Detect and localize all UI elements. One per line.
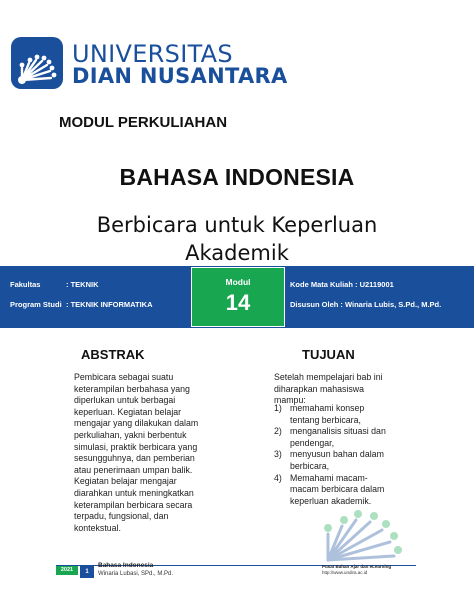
university-name-line2: DIAN NUSANTARA	[72, 64, 288, 88]
objective-line: Memahami macam-	[290, 472, 368, 483]
abstract-line: mengajar yang dilakukan dalam	[74, 418, 199, 429]
objectives-intro-line: mampu:	[274, 395, 306, 406]
objective-text	[290, 426, 386, 449]
abstract-line: diarahkan untuk meningkatkan	[74, 487, 194, 498]
objective-line: menyusun bahan dalam	[290, 449, 384, 460]
objectives-intro	[274, 372, 424, 407]
objective-text	[290, 449, 384, 472]
abstract-heading: ABSTRAK	[81, 347, 145, 362]
subtitle-line: Berbicara untuk Keperluan	[96, 213, 378, 237]
abstract-line: keterampilan berbicara secara	[74, 499, 193, 510]
footer-year-badge: 2021	[56, 566, 78, 575]
footer-course: Bahasa Indonesia	[98, 562, 154, 569]
objective-line: menganalisis situasi dan	[290, 426, 386, 437]
university-logo-icon	[10, 36, 64, 90]
footer-page-number: 1	[80, 566, 94, 578]
objective-line: berbicara,	[290, 460, 330, 471]
abstract-text	[74, 372, 244, 534]
abstract-line: keterampilan berbahasa yang	[74, 383, 190, 394]
objectives-intro-line: diharapkan mahasiswa	[274, 383, 364, 394]
objective-item	[274, 403, 424, 426]
module-label: Modul	[225, 277, 251, 287]
objective-text	[290, 403, 364, 426]
abstract-line: perkuliahan, yakni berbentuk	[74, 429, 187, 440]
footer-author: Winaria Lubasi, SPd., M.Pd.	[98, 571, 174, 577]
objective-line: keperluan akademik.	[290, 495, 372, 506]
fakultas-value: : TEKNIK	[66, 280, 99, 289]
prodi-value: : TEKNIK INFORMATIKA	[66, 300, 153, 309]
objective-number: 3)	[274, 449, 282, 460]
course-code: Kode Mata Kuliah : U2119001	[290, 280, 394, 289]
objective-number: 4)	[274, 472, 282, 483]
objective-item	[274, 449, 424, 472]
objective-line: memahami konsep	[290, 403, 365, 413]
module-subtitle	[0, 211, 474, 267]
objectives-heading: TUJUAN	[302, 347, 355, 362]
university-name-line1: UNIVERSITAS	[72, 40, 233, 68]
subtitle-line: Akademik	[185, 241, 289, 265]
objective-number: 1)	[274, 403, 282, 413]
abstract-line: sesungguhnya, dan pemberian	[74, 453, 195, 464]
objective-line: tentang berbicara,	[290, 414, 361, 425]
abstract-line: Kegiatan belajar mengajar	[74, 476, 177, 487]
prodi-label: Program Studi	[10, 300, 62, 309]
module-number: 14	[225, 290, 251, 315]
abstract-line: keperluan. Kegiatan belajar	[74, 406, 182, 417]
objective-line: macam berbicara dalam	[290, 484, 385, 495]
abstract-line: Pembicara sebagai suatu	[74, 372, 174, 382]
fakultas-label: Fakultas	[10, 280, 41, 289]
abstract-line: kontekstual.	[74, 522, 121, 533]
fakultas-row	[10, 280, 190, 289]
objectives-intro-line: Setelah mempelajari bab ini	[274, 372, 383, 382]
footer-url: http://www.undira.ac.id	[322, 570, 368, 575]
abstract-line: simulasi, praktik berbicara yang	[74, 441, 198, 452]
abstract-line: atau penerimaan umpan balik.	[74, 464, 193, 475]
course-title: BAHASA INDONESIA	[119, 164, 355, 190]
objective-item	[274, 426, 424, 449]
abstract-line: terpadu, fungsional, dan	[74, 511, 169, 522]
footer-center-name: Pusat Bahan Ajar dan eLearning	[322, 564, 392, 569]
objective-number: 2)	[274, 426, 282, 437]
document-type: MODUL PERKULIAHAN	[59, 114, 228, 131]
author-line: Disusun Oleh : Winaria Lubis, S.Pd., M.Pd.	[290, 300, 442, 309]
prodi-row	[10, 300, 190, 309]
objective-line: pendengar,	[290, 437, 335, 448]
watermark-logo-icon	[318, 490, 402, 566]
abstract-line: diperlukan untuk berbagai	[74, 395, 176, 406]
